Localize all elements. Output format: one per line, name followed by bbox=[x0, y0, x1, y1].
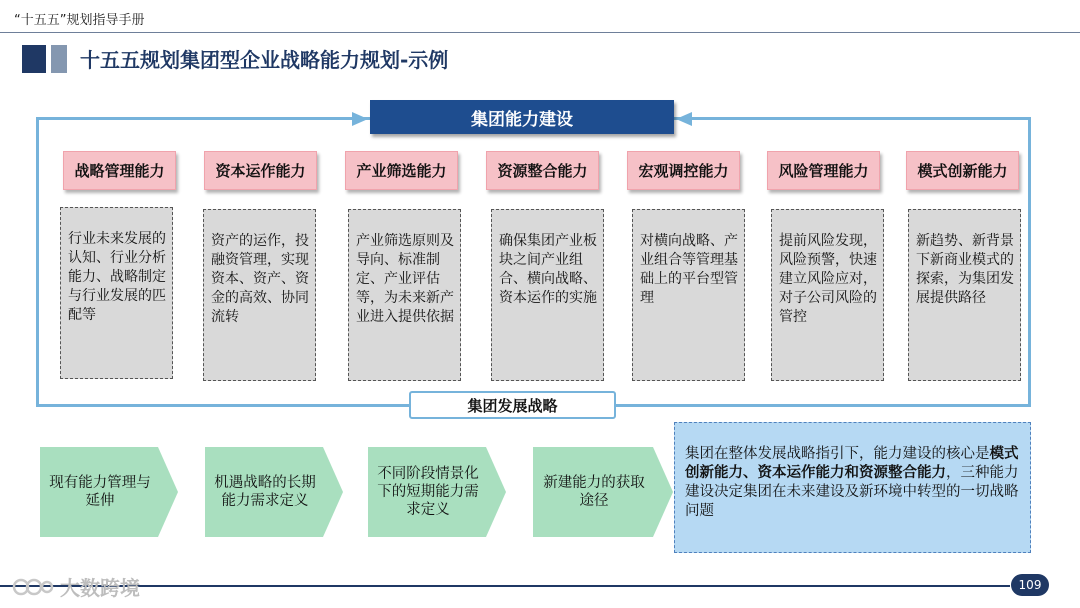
title-marker-light bbox=[51, 45, 67, 73]
header-divider bbox=[0, 32, 1080, 33]
page-number: 109 bbox=[1011, 574, 1049, 596]
process-step-label: 现有能力管理与延伸 bbox=[49, 475, 151, 509]
process-step-label: 不同阶段情景化下的短期能力需求定义 bbox=[377, 466, 479, 518]
summary-box bbox=[674, 422, 1031, 553]
capability-title: 产业筛选能力 bbox=[345, 151, 458, 190]
summary-text: 集团在整体发展战略指引下，能力建设的核心是 bbox=[685, 446, 990, 462]
capability-description: 新趋势、新背景下新商业模式的探索，为集团发展提供路径 bbox=[908, 209, 1021, 381]
capability-description: 产业筛选原则及导向、标准制定、产业评估等，为未来新产业进入提供依据 bbox=[348, 209, 461, 381]
process-step-label: 机遇战略的长期能力需求定义 bbox=[214, 475, 316, 509]
capability-title: 战略管理能力 bbox=[63, 151, 176, 190]
capability-description: 提前风险发现，风险预警，快速建立风险应对，对子公司风险的管控 bbox=[771, 209, 884, 381]
title-marker-dark bbox=[22, 45, 46, 73]
capability-description: 对横向战略、产业组合等管理基础上的平台型管理 bbox=[632, 209, 745, 381]
summary-highlight: 模式创新能力、资本运作能力和资源整合能力 bbox=[685, 446, 1019, 481]
process-step-label: 新建能力的获取途径 bbox=[543, 475, 645, 509]
summary-text-end: ，三种能力建设决定集团在未来建设及新环境中转型的一切战略问题 bbox=[685, 465, 1019, 519]
capability-title: 资源整合能力 bbox=[486, 151, 599, 190]
capability-title: 风险管理能力 bbox=[767, 151, 880, 190]
process-step bbox=[533, 447, 673, 537]
watermark-text: 大数跨境 bbox=[60, 576, 140, 600]
process-step bbox=[40, 447, 178, 537]
footer-divider bbox=[0, 585, 1010, 587]
capability-title: 模式创新能力 bbox=[906, 151, 1019, 190]
slide-title: 十五五规划集团型企业战略能力规划-示例 bbox=[80, 48, 449, 72]
frame-arrow-left-icon bbox=[676, 112, 692, 126]
strategy-banner: 集团发展战略 bbox=[409, 391, 616, 419]
handbook-label: “十五五”规划指导手册 bbox=[14, 13, 145, 28]
capability-title: 宏观调控能力 bbox=[627, 151, 740, 190]
capability-description: 行业未来发展的认知、行业分析能力、战略制定与行业发展的匹配等 bbox=[60, 207, 173, 379]
process-step bbox=[205, 447, 343, 537]
capability-title: 资本运作能力 bbox=[204, 151, 317, 190]
core-banner: 集团能力建设 bbox=[370, 100, 674, 134]
capability-description: 资产的运作，投融资管理，实现资本、资产、资金的高效、协同流转 bbox=[203, 209, 316, 381]
watermark-logo-icon bbox=[12, 575, 54, 599]
process-step bbox=[368, 447, 506, 537]
frame-arrow-right-icon bbox=[352, 112, 368, 126]
watermark bbox=[12, 572, 140, 601]
capability-description: 确保集团产业板块之间产业组合、横向战略、资本运作的实施 bbox=[491, 209, 604, 381]
